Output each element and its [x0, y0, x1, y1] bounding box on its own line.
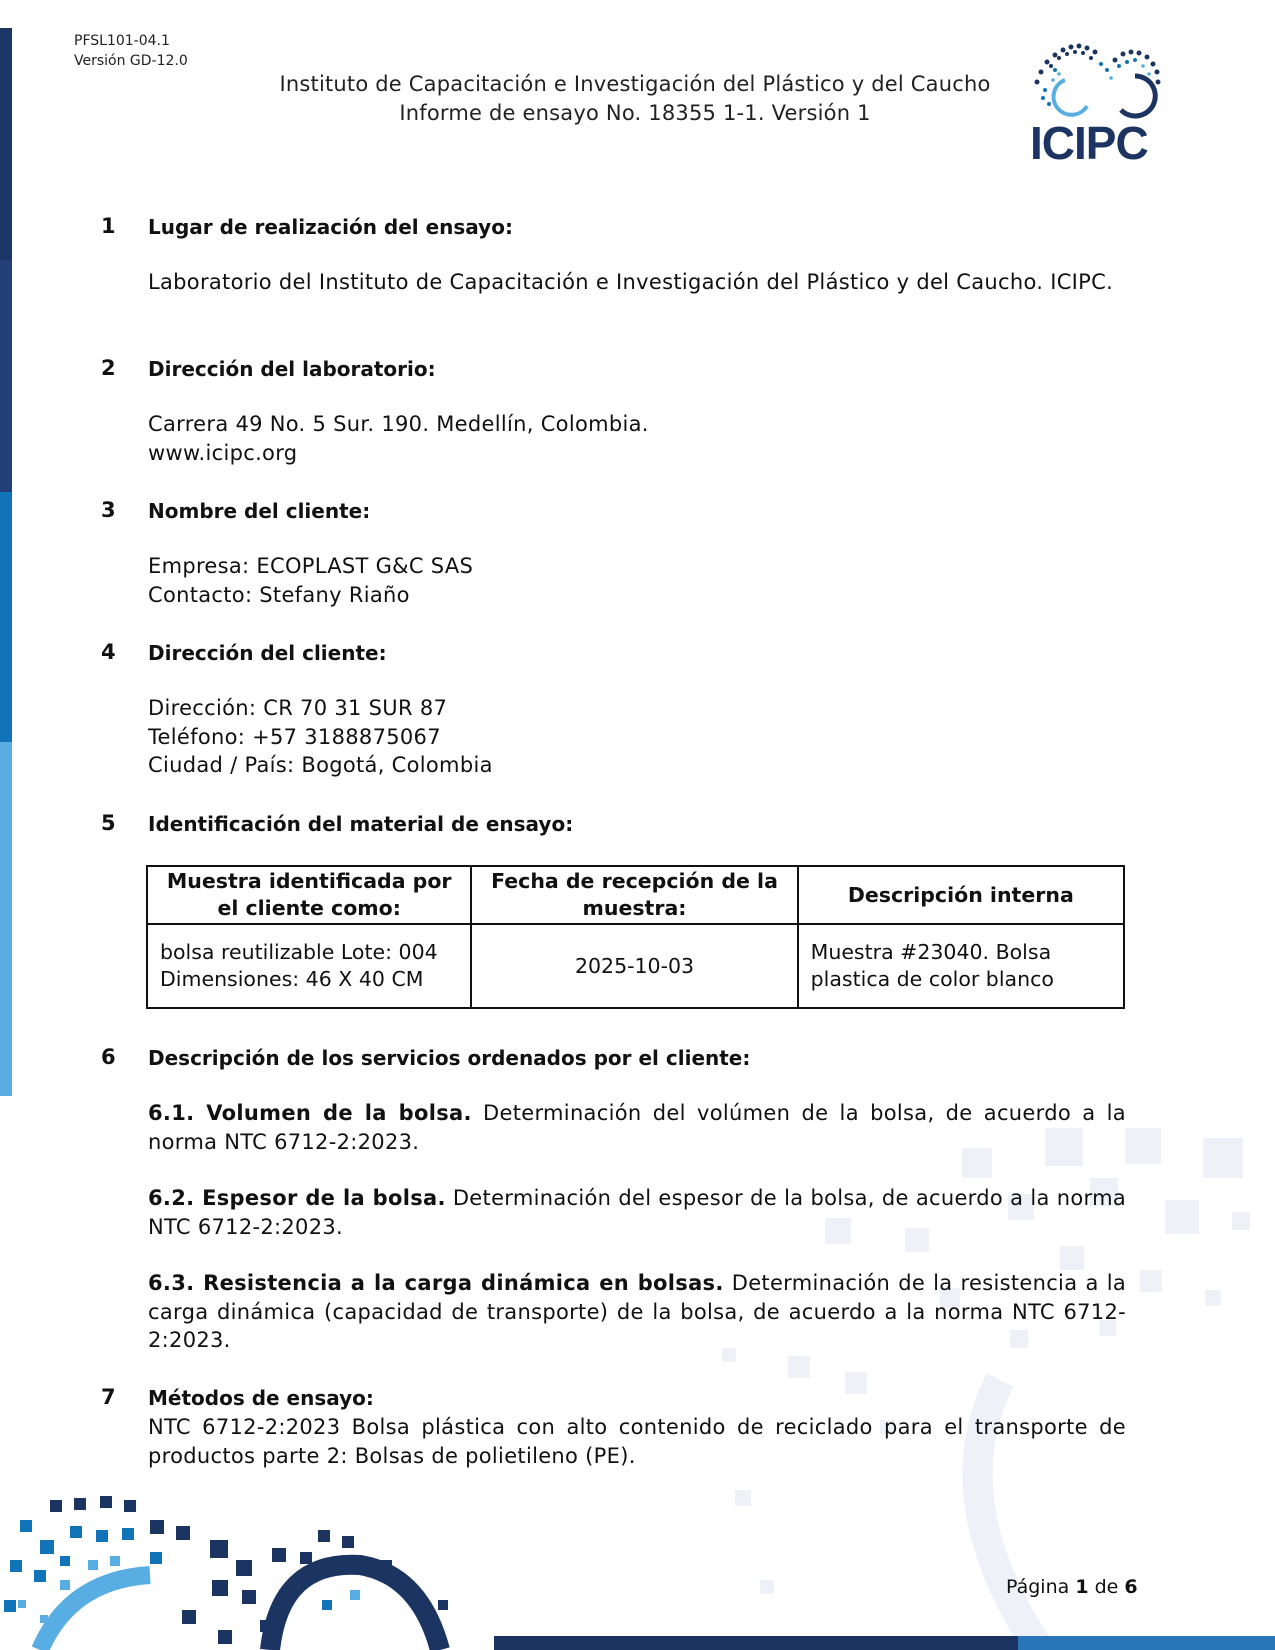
table-cell: Muestra #23040. Bolsa plastica de color blanco — [798, 924, 1124, 1008]
total-pages: 6 — [1124, 1576, 1138, 1598]
lab-place-text: Laboratorio del Instituto de Capacitación e Investigación del Plástico y del Caucho. ICIPC. — [148, 270, 1114, 294]
service-title: 6.3. Resistencia a la carga dinámica en bolsas. — [148, 1271, 724, 1295]
code-line: PFSL101-04.1 — [74, 33, 170, 49]
current-page: 1 — [1075, 1576, 1089, 1598]
table-cell: bolsa reutilizable Lote: 004 Dimensiones: 46 X 40 CM — [147, 924, 471, 1008]
section-title: Dirección del cliente: — [148, 641, 387, 665]
section-title: Dirección del laboratorio: — [148, 357, 436, 381]
service-item — [148, 1184, 1126, 1241]
table-cell: 2025-10-03 — [471, 924, 797, 1008]
lab-address — [148, 410, 1126, 467]
address-line: Dirección: CR 70 31 SUR 87 — [148, 696, 448, 720]
section-title: Métodos de ensayo: — [148, 1386, 374, 1410]
table-header-row — [147, 866, 1124, 924]
section-number: 5 — [101, 811, 116, 835]
footer-bar-accent — [1018, 1636, 1275, 1650]
client-address — [148, 694, 1126, 780]
contact-line: Contacto: Stefany Riaño — [148, 582, 410, 607]
company-line: Empresa: ECOPLAST G&C SAS — [148, 554, 474, 578]
institute-name: Instituto de Capacitación e Investigación del Plástico y del Caucho — [279, 72, 991, 96]
section-number: 3 — [101, 498, 116, 522]
table-header: Fecha de recepción de la muestra: — [471, 866, 797, 924]
test-methods-text: NTC 6712-2:2023 Bolsa plástica con alto contenido de reciclado para el transporte de productos parte 2: Bolsas de polietileno (PE). — [148, 1415, 1126, 1468]
page-header — [230, 70, 1040, 128]
of-label: de — [1094, 1576, 1119, 1598]
address-line: Carrera 49 No. 5 Sur. 190. Medellín, Colombia. — [148, 412, 649, 436]
section-title: Descripción de los servicios ordenados por el cliente: — [148, 1046, 751, 1070]
section-title: Nombre del cliente: — [148, 499, 371, 523]
table-row — [147, 924, 1124, 1008]
table-header: Muestra identificada por el cliente como: — [147, 866, 471, 924]
phone-line: Teléfono: +57 3188875067 — [148, 724, 441, 749]
table-header: Descripción interna — [798, 866, 1124, 924]
service-text: Determinación de la resistencia a la carga dinámica (capacidad de transporte) de la bolsa, de acuerdo a la norma NTC 6712-2:2023. — [148, 1271, 1126, 1352]
service-text: Determinación del volúmen de la bolsa, de acuerdo a la norma NTC 6712-2:2023. — [148, 1101, 1126, 1154]
client-name — [148, 552, 1126, 609]
section-title: Identificación del material de ensayo: — [148, 812, 574, 836]
service-item — [148, 1099, 1126, 1156]
page-number — [1006, 1576, 1138, 1598]
city-line: Ciudad / País: Bogotá, Colombia — [148, 753, 493, 777]
service-item — [148, 1269, 1126, 1355]
logo-text: ICIPC — [1030, 117, 1148, 169]
section-number: 4 — [101, 640, 116, 664]
document-code — [74, 31, 188, 71]
section-number: 2 — [101, 356, 116, 380]
page-label: Página — [1006, 1576, 1070, 1598]
service-text: Determinación del espesor de la bolsa, de acuerdo a la norma NTC 6712-2:2023. — [148, 1186, 1127, 1239]
section-number: 1 — [101, 214, 116, 238]
section-number: 6 — [101, 1045, 116, 1069]
version-line: Versión GD-12.0 — [74, 53, 188, 69]
section-title: Lugar de realización del ensayo: — [148, 215, 513, 239]
service-title: 6.1. Volumen de la bolsa. — [148, 1101, 472, 1125]
section-number: 7 — [101, 1385, 116, 1409]
website-link[interactable]: www.icipc.org — [148, 440, 298, 465]
service-title: 6.2. Espesor de la bolsa. — [148, 1186, 446, 1210]
material-table — [146, 865, 1125, 1009]
report-title: Informe de ensayo No. 18355 1-1. Versión 1 — [399, 101, 871, 125]
